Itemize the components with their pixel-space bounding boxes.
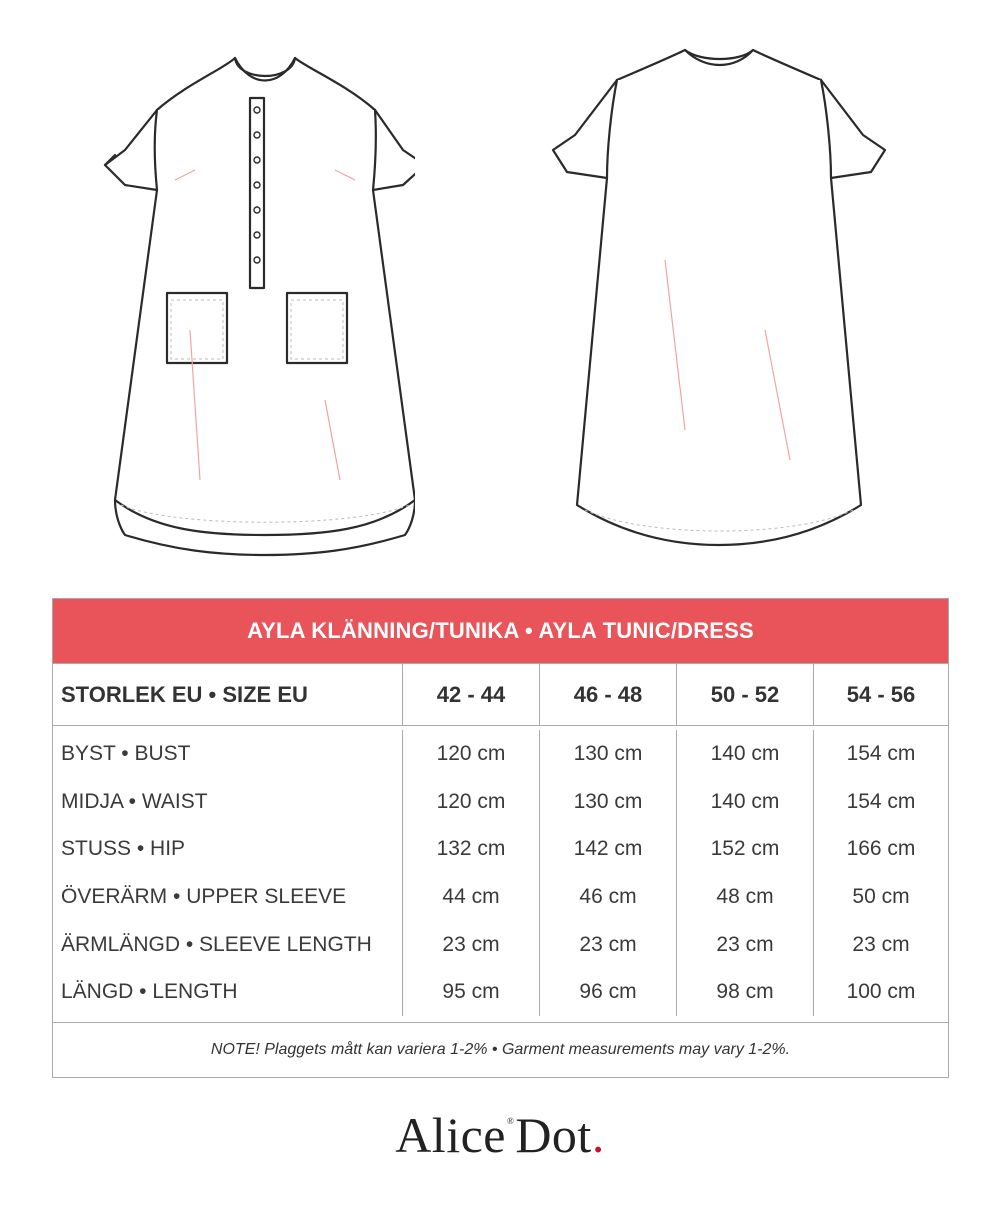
measurement-rows [53,726,948,1023]
table-cell: 48 cm [676,873,813,921]
table-cell: 142 cm [539,825,676,873]
table-cell: 50 cm [813,873,948,921]
table-cell: 23 cm [402,921,539,969]
table-cell: 154 cm [813,730,948,778]
size-column-header: 42 - 44 [402,664,539,725]
table-cell: 120 cm [402,778,539,826]
row-label: MIDJA • WAIST [61,789,208,813]
measurement-note: NOTE! Plaggets mått kan variera 1-2% • Garment measurements may vary 1-2%. [210,1040,791,1058]
row-label: BYST • BUST [61,741,191,765]
table-cell: 95 cm [402,968,539,1016]
dress-back-illustration [545,0,890,580]
table-cell: 23 cm [539,921,676,969]
table-cell: 140 cm [676,778,813,826]
table-cell: 96 cm [539,968,676,1016]
table-cell: 154 cm [813,778,948,826]
table-row [53,825,948,873]
brand-name-part2: Dot [515,1107,592,1163]
table-title: AYLA KLÄNNING/TUNIKA • AYLA TUNIC/DRESS [53,599,948,664]
row-label: ÖVERÄRM • UPPER SLEEVE [61,884,347,908]
table-row [53,873,948,921]
table-row [53,730,948,778]
size-column-header: 46 - 48 [539,664,676,725]
table-row [53,968,948,1016]
brand-logo [0,1106,1000,1164]
row-label: STUSS • HIP [61,837,186,861]
illustrations [0,0,1000,590]
table-cell: 98 cm [676,968,813,1016]
table-cell: 132 cm [402,825,539,873]
registered-mark: ® [506,1116,515,1126]
size-column-header: 50 - 52 [676,664,813,725]
table-cell: 130 cm [539,778,676,826]
size-header-row [53,664,948,726]
table-cell: 166 cm [813,825,948,873]
table-cell: 46 cm [539,873,676,921]
table-cell: 130 cm [539,730,676,778]
table-cell: 23 cm [813,921,948,969]
table-cell: 23 cm [676,921,813,969]
size-chart-table [52,598,949,1078]
size-label: STORLEK EU • SIZE EU [61,681,308,707]
row-label: ÄRMLÄNGD • SLEEVE LENGTH [61,932,372,956]
size-column-header: 54 - 56 [813,664,948,725]
row-label: LÄNGD • LENGTH [61,980,238,1004]
table-row [53,921,948,969]
dress-front-illustration [85,0,415,580]
table-cell: 140 cm [676,730,813,778]
brand-name-part1: Alice [395,1107,506,1163]
table-cell: 44 cm [402,873,539,921]
table-cell: 100 cm [813,968,948,1016]
table-cell: 120 cm [402,730,539,778]
table-cell: 152 cm [676,825,813,873]
brand-dot: . [591,1107,605,1163]
table-row [53,778,948,826]
